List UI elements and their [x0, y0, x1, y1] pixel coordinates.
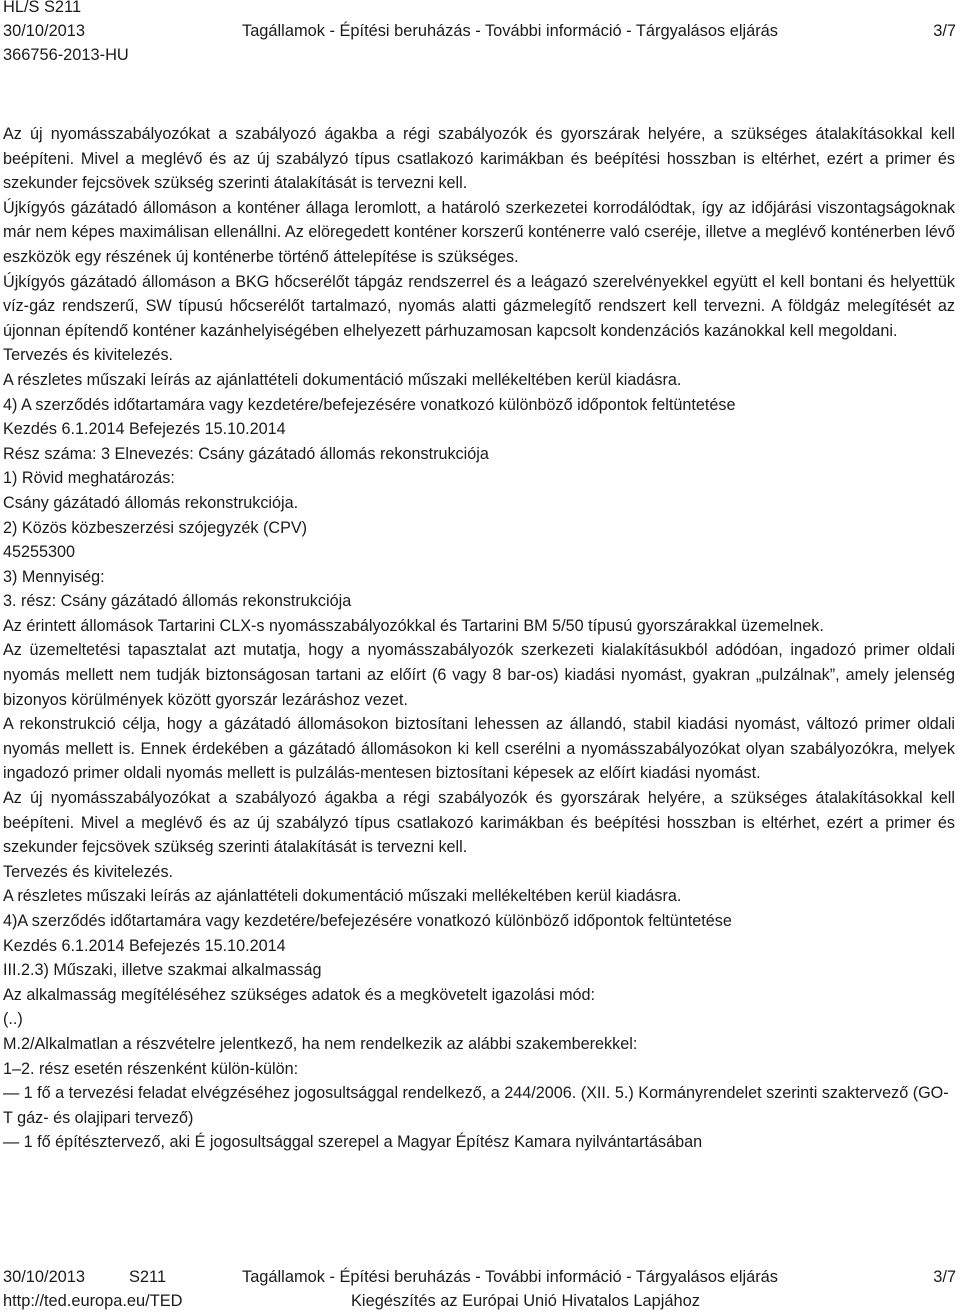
paragraph: A részletes műszaki leírás az ajánlattételi dokumentáció műszaki mellékeltében kerül kiadásra. [3, 370, 682, 389]
cpv-code: 45255300 [3, 543, 76, 562]
footer-url-link[interactable]: http://ted.europa.eu/TED [3, 1292, 183, 1310]
footer-row-1 [0, 1265, 960, 1289]
notice-number: 366756-2013-HU [3, 46, 129, 64]
header-row-1 [0, 0, 960, 19]
paragraph: M.2/Alkalmatlan a részvételre jelentkező, ha nem rendelkezik az alábbi szakemberekkel: [3, 1034, 638, 1053]
paragraph: Tervezés és kivitelezés. [3, 346, 174, 365]
paragraph: Az érintett állomások Tartarini CLX-s nyomásszabályozókkal és Tartarini BM 5/50 típusú gyorszárakkal üzemelnek. [3, 616, 824, 635]
paragraph: Az üzemeltetési tapasztalat azt mutatja, hogy a nyomásszabályozók szerkezeti kialakításukból adódóan, ingadozó primer oldali nyomás mellett nem tudják biztonságosan tartani az előírt (6 vagy 8 bar-os) kiadási nyomást, gyakran „pulzálnak”, amely jelenség bizonyos körülmények között gyorszár lezáráshoz vezet. [3, 641, 955, 709]
header-date: 30/10/2013 [3, 22, 86, 40]
paragraph: A részletes műszaki leírás az ajánlattételi dokumentáció műszaki mellékeltében kerül kiadásra. [3, 887, 682, 906]
section-heading: 1) Rövid meghatározás: [3, 469, 175, 488]
header-row-2 [0, 19, 960, 43]
section-heading: 4) A szerződés időtartamára vagy kezdetére/befejezésére vonatkozó különböző időpontok feltüntetése [3, 395, 736, 414]
footer-date: 30/10/2013 [3, 1268, 86, 1286]
section-heading: III.2.3) Műszaki, illetve szakmai alkalmasság [3, 961, 322, 980]
paragraph: Kezdés 6.1.2014 Befejezés 15.10.2014 [3, 420, 286, 439]
paragraph: Újkígyós gázátadó állomáson a BKG hőcserélőt tápgáz rendszerrel és a leágazó szerelvényekkel együtt el kell bontani és helyettük víz-gáz rendszerű, SW típusú hőcserélőt tartalmazó, nyomás alatti gázmelegítő rendszert kell tervezni. A földgáz melegítését az újonnan építendő konténer kazánhelyiségében elhelyezett párhuzamosan kapcsolt kondenzációs kazánokkal kell megoldani. [3, 272, 955, 340]
footer-series: S211 [129, 1268, 167, 1286]
document-body [3, 122, 955, 1155]
paragraph: Tervezés és kivitelezés. [3, 862, 174, 881]
section-heading: Rész száma: 3 Elnevezés: Csány gázátadó állomás rekonstrukciója [3, 444, 489, 463]
section-heading: 2) Közös közbeszerzési szójegyzék (CPV) [3, 518, 308, 537]
list-item: — 1 fő a tervezési feladat elvégzéséhez jogosultsággal rendelkező, a 244/2006. (XII. 5.) Kormányrendelet szerinti szaktervező (GO-T gáz- és olajipari tervező) [3, 1084, 949, 1127]
section-heading: 3) Mennyiség: [3, 567, 105, 586]
header-row-3 [0, 43, 960, 67]
paragraph: 3. rész: Csány gázátadó állomás rekonstrukciója [3, 592, 352, 611]
footer-page-number: 3/7 [933, 1268, 956, 1286]
paragraph: Az alkalmasság megítéléséhez szükséges adatok és a megkövetelt igazolási mód: [3, 985, 596, 1004]
paragraph: Az új nyomásszabályozókat a szabályozó ágakba a régi szabályozók és gyorszárak helyére, a szükséges átalakításokkal kell beépíteni. Mivel a meglévő és az új szabályzó típus csatlakozó karimákban és beépítési hosszban is eltérhet, ezért a primer és szekunder fejcsövek szükség szerinti átalakítását is tervezni kell. [3, 789, 955, 857]
paragraph: Csány gázátadó állomás rekonstrukciója. [3, 493, 299, 512]
header-title: Tagállamok - Építési beruházás - További információ - Tárgyalásos eljárás [242, 22, 778, 40]
paragraph: Kezdés 6.1.2014 Befejezés 15.10.2014 [3, 936, 286, 955]
list-item: — 1 fő építésztervező, aki É jogosultsággal szerepel a Magyar Építész Kamara nyilvántartásában [3, 1133, 703, 1152]
footer-publisher: Kiegészítés az Európai Unió Hivatalos Lapjához [351, 1292, 700, 1310]
paragraph: A rekonstrukció célja, hogy a gázátadó állomásokon biztosítani lehessen az állandó, stabil kiadási nyomást, változó primer oldali nyomás mellett is. Ennek érdekében a gázátadó állomásokon ki kell cserélni a nyomásszabályozókat olyan szabályozókra, melyek ingadozó primer oldali nyomás mellett is pulzálás-mentesen biztosítani képesek az előírt kiadási nyomást. [3, 715, 955, 783]
footer-row-2 [0, 1289, 960, 1313]
paragraph: Az új nyomásszabályozókat a szabályozó ágakba a régi szabályozók és gyorszárak helyére, a szükséges átalakításokkal kell beépíteni. Mivel a meglévő és az új szabályzó típus csatlakozó karimákban és beépítési hosszban is eltérhet, ezért a primer és szekunder fejcsövek szükség szerinti átalakítását is tervezni kell. [3, 125, 955, 193]
paragraph: (..) [3, 1010, 23, 1029]
header-page-number: 3/7 [933, 22, 956, 40]
paragraph: Újkígyós gázátadó állomáson a konténer állaga leromlott, a határoló szerkezetei korrodálódtak, így az időjárási viszontagságoknak már nem képes maximálisan ellenállni. Az elöregedett konténer korszerű konténerre való cseréje, illetve a meglévő konténerben lévő eszközök egy részének új konténerbe történő áttelepítése is szükséges. [3, 198, 955, 266]
paragraph: 1–2. rész esetén részenként külön-külön: [3, 1059, 299, 1078]
footer-title: Tagállamok - Építési beruházás - További információ - Tárgyalásos eljárás [242, 1268, 778, 1286]
doc-id: HL/S S211 [3, 0, 82, 16]
section-heading: 4)A szerződés időtartamára vagy kezdetére/befejezésére vonatkozó különböző időpontok feltüntetése [3, 912, 732, 930]
